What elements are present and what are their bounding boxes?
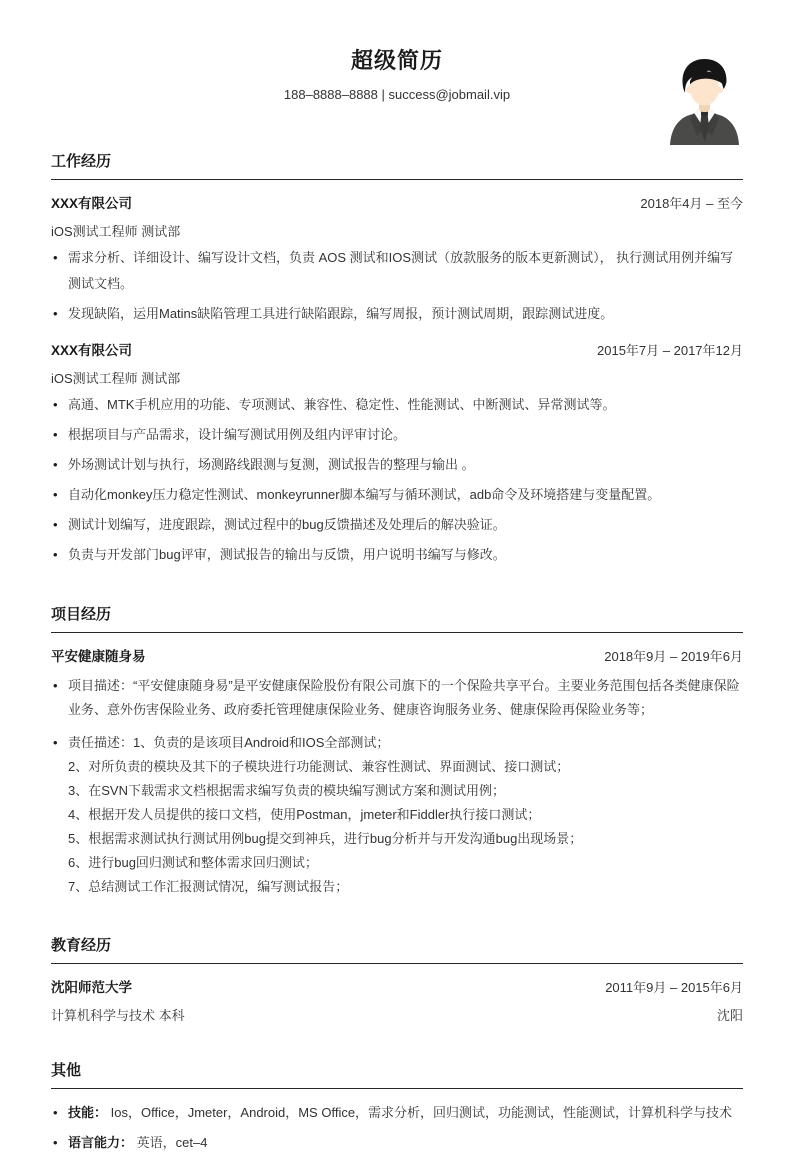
skills-text: Ios，Office，Jmeter，Android，MS Office，需求分析，回归测试，功能测试，性能测试，计算机科学与技术 [107, 1105, 733, 1120]
responsibility-line: 3、在SVN下载需求文档根据需求编写负责的模块编写测试方案和测试用例； [68, 783, 505, 798]
language-text: 英语，cet–4 [133, 1135, 208, 1150]
project-entry [51, 648, 743, 899]
section-other-header [51, 1062, 743, 1089]
company-name: XXX有限公司 [51, 343, 133, 358]
responsibility-line: 5、根据需求测试执行测试用例bug提交到神兵，进行bug分析并与开发沟通bug出现场景； [68, 831, 583, 846]
language-label: 语言能力： [68, 1135, 134, 1150]
avatar-illustration [668, 54, 741, 145]
bullet-list [51, 1100, 743, 1156]
list-item [51, 1100, 743, 1126]
responsibility-block [68, 731, 743, 899]
bullet-list [51, 245, 743, 327]
list-item [51, 422, 743, 448]
major-degree: 计算机科学与技术 本科 [51, 1008, 185, 1023]
entry-date: 2011年9月 – 2015年6月 [605, 980, 743, 995]
entry-header-row [51, 342, 743, 359]
section-project-header [51, 606, 743, 633]
bullet-icon: • [53, 517, 58, 532]
entry-major-row [51, 1007, 743, 1024]
bullet-icon: • [53, 487, 58, 502]
bullet-text: 自动化monkey压力稳定性测试、monkeyrunner脚本编写与循环测试，adb命令及环境搭建与变量配置。 [68, 487, 661, 502]
entry-role-row [51, 223, 743, 240]
bullet-icon: • [53, 678, 58, 693]
bullet-icon: • [53, 457, 58, 472]
bullet-icon: • [53, 1105, 58, 1120]
entry-header-row [51, 648, 743, 665]
section-title: 项目经历 [51, 606, 112, 623]
responsibility-line: 责任描述：1、负责的是该项目Android和IOS全部测试； [68, 735, 390, 750]
bullet-text: 测试计划编写，进度跟踪，测试过程中的bug反馈描述及处理后的解决验证。 [68, 517, 506, 532]
list-item [51, 731, 743, 899]
section-project [51, 606, 743, 899]
project-description: 项目描述：“平安健康随身易”是平安健康保险股份有限公司旗下的一个保险共享平台。主要业务范围包括各类健康保险业务、意外伤害保险业务、政府委托管理健康保险业务、健康咨询服务业务、健康保险再保险业务等； [68, 678, 740, 717]
bullet-text: 发现缺陷，运用Matins缺陷管理工具进行缺陷跟踪，编写周报，预计测试周期，跟踪测试进度。 [68, 306, 614, 321]
list-item [51, 1130, 743, 1156]
responsibility-line: 7、总结测试工作汇报测试情况，编写测试报告； [68, 879, 349, 894]
bullet-text: 高通、MTK手机应用的功能、专项测试、兼容性、稳定性、性能测试、中断测试、异常测试等。 [68, 397, 616, 412]
entry-role-row [51, 370, 743, 387]
list-item [51, 542, 743, 568]
avatar [668, 54, 741, 145]
school-name: 沈阳师范大学 [51, 980, 132, 995]
section-title: 工作经历 [51, 153, 112, 170]
entry-date: 2018年4月 – 至今 [640, 196, 743, 211]
section-title: 教育经历 [51, 937, 112, 954]
resume-header [51, 46, 743, 103]
section-education-header [51, 937, 743, 964]
list-item [51, 674, 743, 722]
section-work [51, 153, 743, 568]
work-entry [51, 342, 743, 568]
bullet-list [51, 674, 743, 899]
list-item [51, 512, 743, 538]
bullet-text: 外场测试计划与执行，场测路线跟测与复测，测试报告的整理与输出 。 [68, 457, 475, 472]
entry-header-row [51, 195, 743, 212]
list-item [51, 245, 743, 297]
bullet-text: 需求分析、详细设计、编写设计文档，负责 AOS 测试和IOS测试（放款服务的版本更新测试）， 执行测试用例并编写测试文档。 [68, 250, 734, 291]
bullet-icon: • [53, 427, 58, 442]
role-title: iOS测试工程师 测试部 [51, 224, 181, 239]
school-location: 沈阳 [716, 1008, 743, 1023]
bullet-text: 负责与开发部门bug评审，测试报告的输出与反馈，用户说明书编写与修改。 [68, 547, 506, 562]
skills-label: 技能： [68, 1105, 108, 1120]
section-work-header [51, 153, 743, 180]
section-education [51, 937, 743, 1024]
section-other [51, 1062, 743, 1156]
bullet-icon: • [53, 397, 58, 412]
bullet-list [51, 392, 743, 568]
bullet-icon: • [53, 547, 58, 562]
list-item [51, 452, 743, 478]
responsibility-line: 6、进行bug回归测试和整体需求回归测试； [68, 855, 318, 870]
company-name: XXX有限公司 [51, 196, 133, 211]
entry-date: 2015年7月 – 2017年12月 [597, 343, 743, 358]
bullet-icon: • [53, 306, 58, 321]
page-title: 超级简历 [350, 48, 443, 73]
responsibility-line: 2、对所负责的模块及其下的子模块进行功能测试、兼容性测试、界面测试、接口测试； [68, 759, 570, 774]
list-item [51, 392, 743, 418]
entry-header-row [51, 979, 743, 996]
list-item [51, 301, 743, 327]
bullet-icon: • [53, 250, 58, 265]
entry-date: 2018年9月 – 2019年6月 [604, 649, 743, 664]
responsibility-line: 4、根据开发人员提供的接口文档，使用Postman，jmeter和Fiddler执行接口测试； [68, 807, 541, 822]
bullet-text: 根据项目与产品需求，设计编写测试用例及组内评审讨论。 [68, 427, 407, 442]
section-title: 其他 [51, 1062, 82, 1079]
list-item [51, 482, 743, 508]
role-title: iOS测试工程师 测试部 [51, 371, 181, 386]
project-name: 平安健康随身易 [51, 649, 146, 664]
contact-line: 188–8888–8888 | success@jobmail.vip [283, 87, 511, 102]
bullet-icon: • [53, 735, 58, 750]
work-entry [51, 195, 743, 327]
bullet-icon: • [53, 1135, 58, 1150]
